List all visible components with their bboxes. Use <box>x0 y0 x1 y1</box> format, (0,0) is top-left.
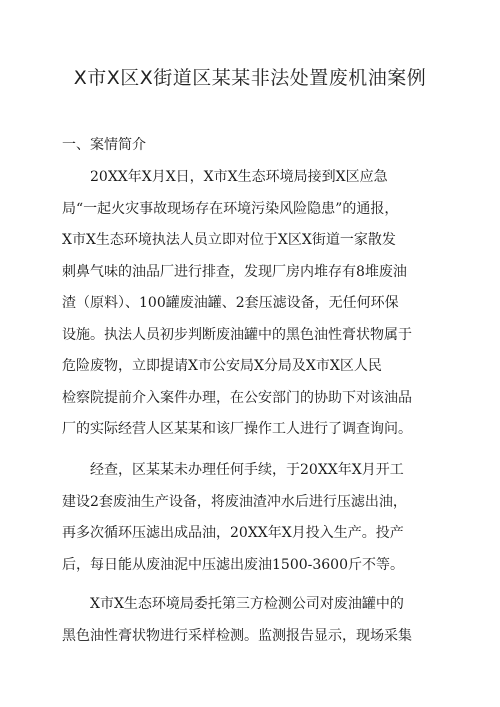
paragraph-line: 厂的实际经营人区某某和该厂操作工人进行了调查询问。 <box>62 421 412 437</box>
paragraph-line: 危险废物，立即提请X市公安局X分局及X市X区人民 <box>62 358 382 374</box>
section-heading: 一、案情简介 <box>62 137 146 153</box>
paragraph-investigation <box>62 455 442 581</box>
paragraph-line: 后，每日能从废油泥中压滤出废油1500-3600斤不等。 <box>62 556 404 573</box>
paragraph-line: 黑色油性膏状物进行采样检测。监测报告显示，现场采集 <box>62 627 412 644</box>
paragraph-line: 刺鼻气味的油品厂进行排查，发现厂房内堆存有8堆废油 <box>62 263 407 280</box>
paragraph-line: 设施。执法人员初步判断废油罐中的黑色油性膏状物属于 <box>62 326 412 343</box>
paragraph-line: 建设2套废油生产设备，将废油渣冲水后进行压滤出油， <box>62 493 407 510</box>
paragraph-line: X市X生态环境局委托第三方检测公司对废油罐中的 <box>90 596 404 612</box>
paragraph-line: 经查，区某某未办理任何手续，于20XX年X月开工 <box>90 462 404 478</box>
paragraph-case-intro <box>62 162 442 446</box>
paragraph-line: 再多次循环压滤出成品油，20XX年X月投入生产。投产 <box>62 525 404 541</box>
paragraph-line: 局“一起火灾事故现场存在环境污染风险隐患”的通报， <box>62 200 399 217</box>
paragraph-sampling <box>62 589 442 652</box>
paragraph-line: 20XX年X月X日，X市X生态环境局接到X区应急 <box>90 169 388 185</box>
document-title: X市X区X街道区某某非法处置废机油案例 <box>73 67 427 89</box>
paragraph-line: 渣（原料）、100罐废油罐、2套压滤设备，无任何环保 <box>62 295 399 311</box>
paragraph-line: 检察院提前介入案件办理，在公安部门的协助下对该油品 <box>62 389 412 406</box>
paragraph-line: X市X生态环境执法人员立即对位于X区X街道一家散发 <box>62 232 396 248</box>
